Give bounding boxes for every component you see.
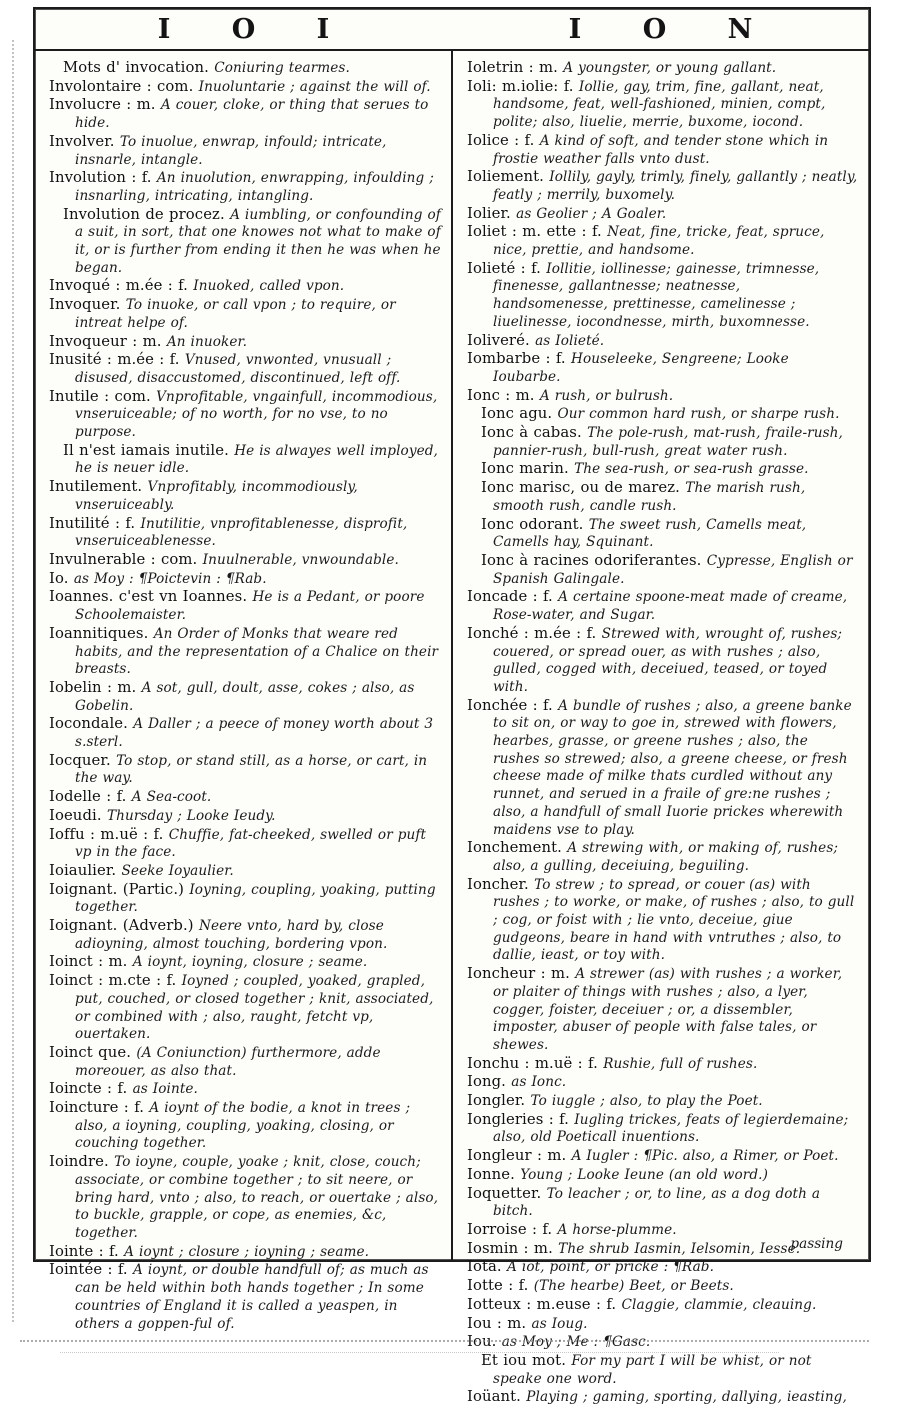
dictionary-entry [467, 460, 859, 479]
entry-headword: Ionc agu. [481, 405, 558, 423]
entry-gloss: as Geolier ; A Goaler. [516, 205, 667, 222]
entry-gloss: Neat, fine, tricke, feat, spruce, nice, prettie, and handsome. [493, 224, 825, 259]
entry-gloss: A Daller ; a peece of money worth about 3 s.sterl. [75, 716, 434, 751]
entry-headword: Ionchu : m.uë : f. [467, 1054, 604, 1072]
entry-headword: Iotteux : m.euse : f. [467, 1295, 622, 1313]
entry-headword: Iorroise : f. [467, 1221, 558, 1238]
entry-gloss: The shrub Iasmin, Ielsomin, Iesse. [558, 1240, 801, 1257]
entry-headword: Ionc odorant. [481, 515, 589, 533]
catchword: passing [790, 1236, 843, 1252]
column-left [35, 51, 451, 1332]
entry-headword: Involver. [49, 132, 120, 150]
entry-gloss: A bundle of rushes ; also, a greene banke to sit on, or way to goe in, strewed with flowers, hearbes, grasse, or greene rushes ; also, the rushes so strewed; also, a greene cheese, or fresh cheese made of milke thats curdled without any runnet, and serued in a fraile of gre:ne rushes ; also, a handfull of small Iuorie prickes wherewith maidens vse to play. [493, 697, 852, 838]
dictionary-entry [467, 876, 859, 966]
entry-headword: Invulnerable : com. [49, 550, 203, 568]
entry-headword: Iongleries : f. [467, 1110, 575, 1128]
page-header [35, 9, 869, 51]
page-body [35, 51, 869, 1406]
entry-headword: Ioinct : m. [49, 953, 133, 971]
dictionary-entry [467, 1388, 859, 1407]
dictionary-entry [467, 1092, 859, 1111]
entry-gloss: as Iolieté. [535, 332, 605, 349]
dictionary-entry [49, 351, 441, 387]
entry-gloss: Houseleeke, Sengreene; Looke Ioubarbe. [493, 351, 789, 385]
entry-gloss: (The hearbe) Beet, or Beets. [533, 1278, 734, 1295]
entry-gloss: He is alwayes well imployed, he is neuer idle. [75, 442, 438, 477]
dictionary-entry [49, 625, 441, 679]
entry-gloss: A couer, cloke, or thing that serues to hide. [75, 97, 429, 132]
entry-gloss: The sea-rush, or sea-rush grasse. [574, 461, 809, 478]
entry-gloss: To iuggle ; also, to play the Poet. [530, 1093, 763, 1110]
entry-gloss: Inuulnerable, vnwoundable. [202, 551, 399, 568]
dictionary-entry [49, 478, 441, 514]
running-head-left: I O I [157, 13, 356, 45]
entry-gloss: He is a Pedant, or poore Schoolemaister. [75, 589, 425, 624]
dictionary-entry [49, 515, 441, 551]
dictionary-entry [49, 826, 441, 862]
dictionary-entry [467, 516, 859, 552]
dictionary-entry [49, 296, 441, 332]
dictionary-entry [467, 59, 859, 78]
entry-gloss: as Moy ; Me : ¶Gasc. [501, 1334, 651, 1351]
dictionary-entry [49, 1044, 441, 1080]
entry-gloss: A Iugler : ¶Pic. also, a Rimer, or Poet. [571, 1148, 839, 1165]
entry-gloss: Chuffie, fat-cheeked, swelled or puft vp in the face. [75, 826, 427, 861]
dictionary-entry [49, 169, 441, 205]
entry-gloss: A certaine spoone-meat made of creame, Rose-water, and Sugar. [493, 589, 848, 624]
dictionary-entry [467, 424, 859, 460]
entry-headword: Ioli: m.iolie: f. [467, 77, 579, 95]
entry-gloss: Cypresse, English or Spanish Galingale. [493, 552, 853, 587]
entry-headword: Iong. [467, 1073, 512, 1091]
dictionary-entry [49, 442, 441, 478]
dictionary-entry [467, 1315, 859, 1334]
dictionary-entry [467, 625, 859, 697]
entry-gloss: To inuolue, enwrap, infould; intricate, insnarle, intangle. [75, 133, 387, 168]
entry-gloss: A strewing with, or making of, rushes; also, a gulling, deceiuing, beguiling. [493, 840, 839, 874]
entry-gloss: The pole-rush, mat-rush, fraile-rush, pannier-rush, bull-rush, great water rush. [493, 425, 843, 459]
entry-headword: Ioncheur : m. [467, 965, 576, 983]
entry-headword: Iota. [467, 1258, 508, 1276]
dictionary-entry [49, 1080, 441, 1099]
entry-gloss: Rushie, full of rushes. [603, 1055, 758, 1072]
dictionary-entry [467, 132, 859, 168]
entry-headword: Iolice : f. [467, 131, 540, 149]
entry-gloss: A ioynt ; closure ; ioyning ; seame. [124, 1243, 370, 1260]
entry-headword: Inutilement. [49, 478, 148, 496]
dictionary-entry [49, 78, 441, 97]
entry-gloss: For my part I will be whist, or not speake one word. [493, 1352, 812, 1387]
entry-headword: Et iou mot. [481, 1351, 572, 1369]
dictionary-entry [49, 277, 441, 296]
entry-gloss: A ioynt of the bodie, a knot in trees ; also, a ioyning, coupling, yoaking, closing, or couching together. [75, 1100, 411, 1152]
entry-headword: Iobelin : m. [49, 678, 142, 696]
entry-gloss: An inuolution, enwrapping, infoulding ; insnarling, intricating, intangling. [75, 170, 434, 204]
entry-headword: Ioeudi. [49, 806, 107, 824]
dictionary-entry [467, 839, 859, 875]
entry-headword: Ioincte : f. [49, 1080, 133, 1098]
entry-headword: Ioquetter. [467, 1184, 547, 1202]
entry-gloss: Young ; Looke Ieune (an old word.) [520, 1166, 768, 1183]
entry-headword: Iongler. [467, 1092, 531, 1110]
dictionary-entry [49, 752, 441, 788]
entry-headword: Ioignant. (Partic.) [49, 880, 190, 898]
entry-headword: Ionc : m. [467, 386, 540, 404]
dictionary-entry [49, 917, 441, 953]
dictionary-entry [467, 1277, 859, 1296]
entry-headword: Invoqué : m.ée : f. [49, 277, 194, 295]
entry-gloss: A kind of soft, and tender stone which in frostie weather falls vnto dust. [493, 132, 829, 167]
entry-headword: Ioliement. [467, 168, 550, 186]
entry-headword: Ioliveré. [467, 331, 536, 349]
dictionary-entry [49, 388, 441, 442]
entry-gloss: To leacher ; or, to line, as a dog doth a bitch. [493, 1185, 821, 1220]
entry-gloss: Ioyned ; coupled, yoaked, grapled, put, couched, or closed together ; knit, associated, or combined with ; also, raught, fetcht vp, ouertaken. [75, 973, 434, 1043]
entry-headword: Ionc marin. [481, 460, 575, 478]
entry-gloss: Inutilitie, vnprofitablenesse, disprofit, vnseruiceablenesse. [75, 515, 408, 550]
entry-headword: Ioiaulier. [49, 861, 122, 879]
entry-gloss: (A Coniunction) furthermore, adde moreouer, as also that. [75, 1044, 381, 1079]
entry-headword: Iocquer. [49, 751, 117, 769]
entry-headword: Invoqueur : m. [49, 332, 167, 350]
dictionary-entry [467, 1111, 859, 1147]
entry-gloss: A iot, point, or pricke : ¶Rab. [507, 1259, 714, 1276]
entry-headword: Ionc à cabas. [481, 424, 588, 442]
entry-headword: Ioincture : f. [49, 1099, 150, 1117]
entry-headword: Ionchée : f. [467, 696, 559, 714]
dictionary-entry [49, 807, 441, 826]
entry-gloss: Our common hard rush, or sharpe rush. [557, 406, 840, 423]
entry-gloss: The sweet rush, Camells meat, Camells hay, Squinant. [493, 516, 807, 551]
entry-gloss: A iumbling, or confounding of a suit, in sort, that one knowes not what to make of it, or is further from ending it then he was when he began. [75, 206, 441, 276]
scan-artifact-line-2 [60, 1352, 779, 1353]
entry-gloss: Inuoked, called vpon. [193, 278, 345, 295]
dictionary-entry [49, 1153, 441, 1243]
entry-headword: Ioindre. [49, 1153, 115, 1171]
entry-headword: Iolieté : f. [467, 259, 547, 277]
entry-headword: Ioüant. [467, 1388, 527, 1406]
entry-headword: Involution : f. [49, 169, 157, 187]
dictionary-entry [49, 96, 441, 132]
dictionary-entry [467, 1333, 859, 1352]
entry-gloss: Ioyning, coupling, yoaking, putting together. [75, 881, 436, 916]
entry-gloss: A sot, gull, doult, asse, cokes ; also, as Gobelin. [75, 679, 415, 714]
entry-gloss: A Sea-coot. [131, 789, 212, 806]
entry-headword: Iointée : f. [49, 1261, 134, 1279]
entry-gloss: Iollie, gay, trim, fine, gallant, neat, handsome, feat, well-fashioned, minien, compt, polite; also, liuelie, merrie, buxome, iocond. [493, 78, 826, 131]
entry-gloss: A youngster, or young gallant. [563, 60, 777, 76]
entry-headword: Ionché : m.ée : f. [467, 624, 602, 642]
entry-headword: Ioannes. c'est vn Ioannes. [49, 588, 253, 606]
dictionary-entry [49, 1099, 441, 1153]
entry-gloss: Seeke Ioyaulier. [121, 862, 234, 879]
entry-headword: Iotte : f. [467, 1277, 534, 1295]
entry-headword: Involucre : m. [49, 96, 161, 114]
entry-gloss: Iugling trickes, feats of legierdemaine; also, old Poeticall inuentions. [493, 1111, 849, 1146]
dictionary-entry [467, 168, 859, 204]
column-right [453, 51, 869, 1406]
entry-headword: Iosmin : m. [467, 1239, 559, 1257]
entry-gloss: To ioyne, couple, yoake ; knit, close, couch; associate, or combine together ; to sit neere, or bring hard, vnto ; also, to reach, or ouertake ; also, to buckle, grapple, or cope, as enemies, &c, together. [75, 1154, 439, 1241]
entry-gloss: Thursday ; Looke Ieudy. [106, 807, 276, 824]
entry-gloss: Iollitie, iollinesse; gainesse, trimnesse, finenesse, gallantnesse; neatnesse, handsomenesse, prettinesse, camelinesse ; liuelinesse, iocondnesse, mirth, buxomnesse. [493, 260, 820, 330]
entry-headword: Iongleur : m. [467, 1147, 572, 1165]
entry-gloss: To strew ; to spread, or couer (as) with rushes ; to worke, or make, of rushes ; also, to gull ; cog, or foist with ; lie vnto, deceiue, giue gudgeons, beare in hand with vntruthes ; also, to dallie, ieast, or toy with. [493, 876, 855, 964]
dictionary-entry [467, 205, 859, 224]
dictionary-entry [467, 1147, 859, 1166]
entry-headword: Inutilité : f. [49, 514, 141, 532]
running-head-right: I O N [568, 13, 779, 45]
dictionary-entry [467, 1073, 859, 1092]
entry-gloss: A ioynt, ioyning, closure ; seame. [132, 954, 368, 971]
entry-headword: Iocondale. [49, 715, 134, 733]
entry-headword: Ionc marisc, ou de marez. [481, 479, 686, 497]
dictionary-entry [467, 1296, 859, 1315]
dictionary-entry [49, 133, 441, 169]
entry-headword: Iointe : f. [49, 1242, 125, 1260]
dictionary-entry [467, 78, 859, 132]
dictionary-entry [467, 1055, 859, 1074]
entry-headword: Iolier. [467, 204, 517, 222]
entry-gloss: A strewer (as) with rushes ; a worker, or plaiter of things with rushes ; also, a lyer, cogger, foister, deceiuer ; or, a dissembler, imposter, abuser of people with false tales, or shewes. [493, 966, 843, 1053]
entry-gloss: A rush, or bulrush. [539, 387, 674, 404]
page-frame [33, 7, 871, 1406]
entry-gloss: An Order of Monks that weare red habits, and the representation of a Chalice on their breasts. [75, 625, 439, 678]
entry-gloss: as Ioug. [531, 1315, 588, 1332]
dictionary-entry [49, 862, 441, 881]
entry-headword: Inusité : m.ée : f. [49, 351, 185, 369]
entry-headword: Iou : m. [467, 1314, 532, 1332]
dictionary-entry [49, 788, 441, 807]
dictionary-entry [49, 679, 441, 715]
entry-gloss: The marish rush, smooth rush, candle rush. [493, 480, 806, 514]
dictionary-entry [467, 405, 859, 424]
entry-gloss: Inuoluntarie ; against the will of. [198, 78, 431, 95]
dictionary-entry [49, 953, 441, 972]
dictionary-entry [49, 972, 441, 1044]
entry-headword: Iombarbe : f. [467, 350, 572, 368]
entry-headword: Ioliet : m. ette : f. [467, 223, 608, 241]
entry-headword: Inutile : com. [49, 387, 157, 405]
entry-gloss: Strewed with, wrought of, rushes; couered, or spread ouer, as with rushes ; also, gulled, cogged with, deceiued, teased, or toyed with. [493, 625, 843, 695]
dictionary-entry [467, 965, 859, 1055]
entry-headword: Ionne. [467, 1165, 521, 1183]
dictionary-entry [467, 1166, 859, 1185]
dictionary-entry [467, 387, 859, 406]
dictionary-entry [49, 881, 441, 917]
entry-gloss: To inuoke, or call vpon ; to require, or intreat helpe of. [75, 297, 396, 331]
dictionary-entry [49, 59, 441, 78]
entry-gloss: A horse-plumme. [557, 1222, 677, 1238]
entry-headword: Ioletrin : m. [467, 59, 564, 76]
dictionary-entry [49, 715, 441, 751]
entry-headword: Ioncade : f. [467, 588, 559, 606]
entry-headword: Iou. [467, 1333, 502, 1351]
dictionary-entry [467, 697, 859, 840]
entry-gloss: as Ionc. [511, 1074, 567, 1091]
entry-headword: Il n'est iamais inutile. [63, 441, 235, 459]
entry-gloss: A ioynt, or double handfull of; as much as can be held within both hands together ; In some countries of England it is called a yeaspen, in others a goppen-ful of. [75, 1262, 429, 1332]
entry-gloss: as Moy : ¶Poictevin : ¶Rab. [73, 570, 267, 587]
entry-headword: Io. [49, 569, 74, 587]
entry-headword: Ioinct : m.cte : f. [49, 972, 182, 990]
dictionary-entry [467, 1258, 859, 1277]
entry-gloss: Coniuring tearmes. [214, 60, 350, 76]
entry-gloss: Vnprofitably, incommodiously, vnseruiceably. [75, 479, 358, 513]
entry-gloss: Playing ; gaming, sporting, dallying, ieasting, [526, 1389, 847, 1406]
dictionary-entry [467, 223, 859, 259]
dictionary-entry [49, 588, 441, 624]
entry-gloss: Claggie, clammie, cleauing. [621, 1296, 817, 1313]
dictionary-entry [49, 570, 441, 589]
dictionary-entry [467, 1185, 859, 1221]
dictionary-entry [49, 206, 441, 278]
dictionary-entry [467, 260, 859, 332]
dictionary-entry [49, 1261, 441, 1333]
dictionary-entry [49, 551, 441, 570]
entry-headword: Ionc à racines odoriferantes. [481, 551, 707, 569]
entry-headword: Ioinct que. [49, 1043, 137, 1061]
dictionary-entry [49, 1243, 441, 1262]
dictionary-entry [467, 1352, 859, 1388]
entry-gloss: Vnprofitable, vngainfull, incommodious, vnseruiceable; of no worth, for no vse, to no purpose. [75, 388, 438, 441]
entry-headword: Ioffu : m.uë : f. [49, 825, 169, 843]
entry-headword: Ionchement. [467, 839, 568, 857]
entry-headword: Iodelle : f. [49, 788, 132, 806]
entry-gloss: Iollily, gayly, trimly, finely, gallantly ; neatly, featly ; merrily, buxomely. [493, 169, 858, 203]
dictionary-entry [467, 350, 859, 386]
dictionary-entry [467, 479, 859, 515]
dictionary-entry [467, 332, 859, 351]
entry-gloss: as Iointe. [132, 1081, 198, 1098]
entry-gloss: To stop, or stand still, as a horse, or cart, in the way. [75, 752, 428, 787]
entry-headword: Mots d' invocation. [63, 59, 215, 76]
entry-headword: Ioncher. [467, 875, 535, 893]
dictionary-entry [467, 552, 859, 588]
dictionary-entry [467, 588, 859, 624]
scan-edge-artifact [12, 40, 14, 1322]
entry-headword: Involontaire : com. [49, 77, 199, 95]
entry-headword: Ioignant. (Adverb.) [49, 917, 199, 935]
entry-gloss: An inuoker. [166, 333, 247, 350]
entry-gloss: Neere vnto, hard by, close adioyning, almost touching, bordering vpon. [75, 918, 388, 952]
entry-headword: Ioannitiques. [49, 624, 154, 642]
entry-headword: Invoquer. [49, 296, 126, 314]
dictionary-entry [49, 333, 441, 352]
scan-artifact-line [20, 1340, 869, 1342]
entry-gloss: Vnused, vnwonted, vnusuall ; disused, disaccustomed, discontinued, left off. [75, 352, 401, 386]
entry-headword: Involution de procez. [63, 205, 231, 223]
